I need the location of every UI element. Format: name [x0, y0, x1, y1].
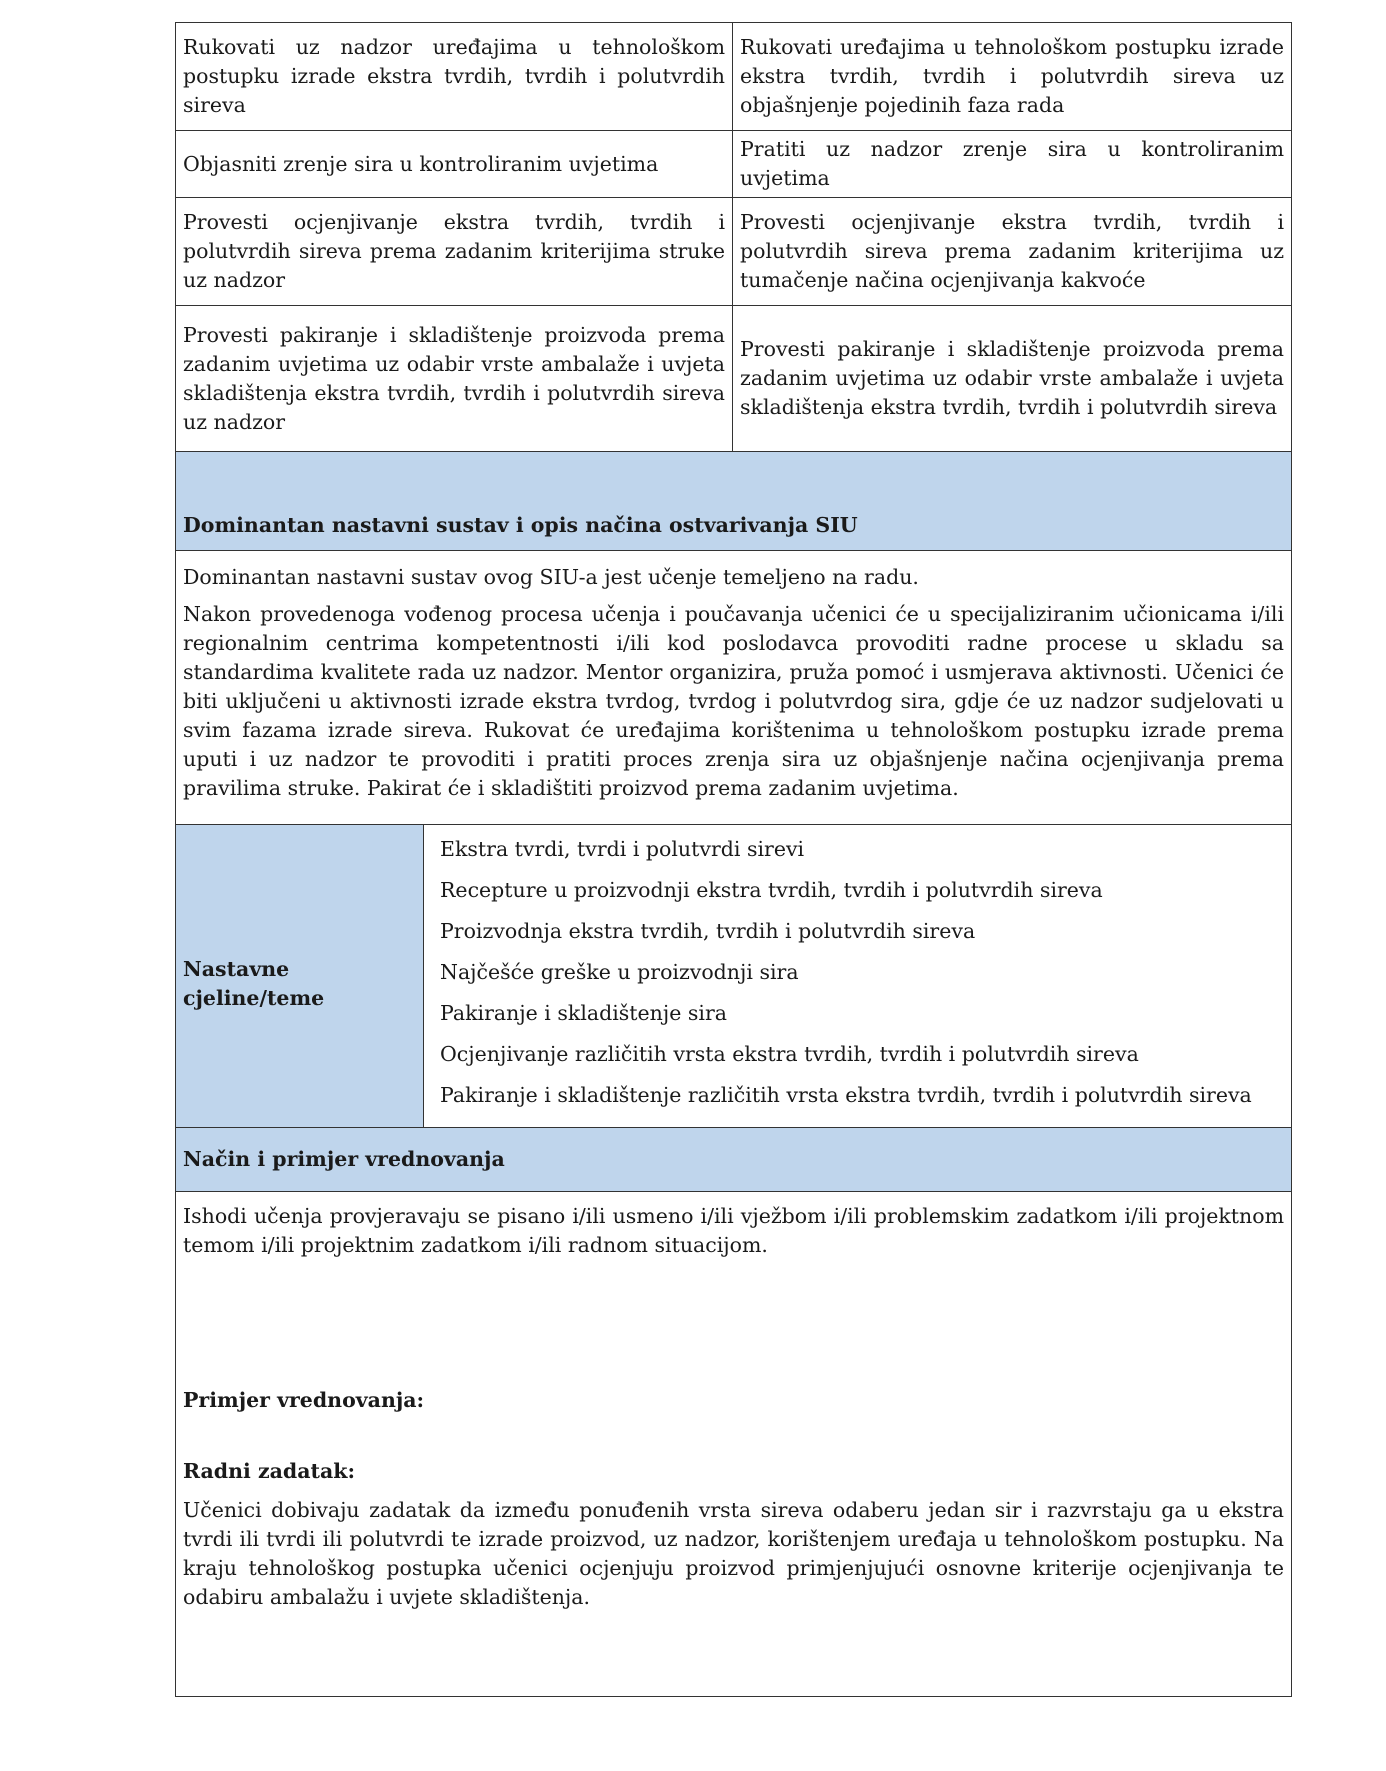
outcome-right-cell: Pratiti uz nadzor zrenje sira u kontroliranim uvjetima: [733, 131, 1292, 198]
topic-item: Ocjenjivanje različitih vrsta ekstra tvrdih, tvrdih i polutvrdih sireva: [440, 1042, 1139, 1066]
evaluation-intro: Ishodi učenja provjeravaju se pisano i/ili usmeno i/ili vježbom i/ili problemskim zadatkom i/ili projektnom temom i/ili projektnim zadatkom i/ili radnom situacijom.: [183, 1204, 1285, 1257]
dominant-description-cell: [176, 551, 1292, 825]
evaluation-heading: Način i primjer vrednovanja: [176, 1128, 1292, 1192]
evaluation-content-cell: [176, 1192, 1292, 1697]
evaluation-task-label: Radni zadatak:: [183, 1459, 356, 1483]
dominant-description-row: [176, 551, 1292, 825]
dominant-paragraph-2: Nakon provedenoga vođenog procesa učenja i poučavanja učenici će u specijaliziranim učionicama i/ili regionalnim centrima kompetentnosti i/ili kod poslodavca provoditi radne procese u skladu sa standardima kvalitete rada uz nadzor. Mentor organizira, pruža pomoć i usmjerava aktivnosti. Učenici će biti uključeni u aktivnosti izrade ekstra tvrdog, tvrdog i polutvrdog sira, gdje će uz nadzor sudjelovati u svim fazama izrade sireva. Rukovat će uređajima korištenima u tehnološkom postupku izrade prema uputi i uz nadzor te provoditi i pratiti proces zrenja sira uz objašnjenje načina ocjenjivanja prema pravilima struke. Pakirat će i skladištiti proizvod prema zadanim uvjetima.: [183, 602, 1285, 800]
topic-item: Recepture u proizvodnji ekstra tvrdih, tvrdih i polutvrdih sireva: [440, 878, 1103, 902]
topic-item: Pakiranje i skladištenje različitih vrsta ekstra tvrdih, tvrdih i polutvrdih sireva: [440, 1083, 1252, 1107]
topics-label: Nastavne cjeline/teme: [176, 825, 424, 1128]
outcome-right-cell: Provesti pakiranje i skladištenje proizvoda prema zadanim uvjetima uz odabir vrste ambalaže i uvjeta skladištenja ekstra tvrdih, tvrdih i polutvrdih sireva: [733, 306, 1292, 452]
topic-item: Ekstra tvrdi, tvrdi i polutvrdi sirevi: [440, 837, 805, 861]
evaluation-content-row: [176, 1192, 1292, 1697]
dominant-heading-row: [176, 452, 1292, 551]
dominant-heading: Dominantan nastavni sustav i opis načina ostvarivanja SIU: [176, 452, 1292, 551]
curriculum-table: [175, 22, 1292, 1697]
outcome-row: [176, 131, 1292, 198]
outcome-left-cell: Objasniti zrenje sira u kontroliranim uvjetima: [176, 131, 733, 198]
topics-list: [440, 835, 1284, 1110]
outcome-left-cell: Rukovati uz nadzor uređajima u tehnološkom postupku izrade ekstra tvrdih, tvrdih i polutvrdih sireva: [176, 23, 733, 131]
outcome-right-cell: Rukovati uređajima u tehnološkom postupku izrade ekstra tvrdih, tvrdih i polutvrdih sireva uz objašnjenje pojedinih faza rada: [733, 23, 1292, 131]
topic-item: Najčešće greške u proizvodnji sira: [440, 960, 799, 984]
topics-cell: [424, 825, 1292, 1128]
topic-item: Proizvodnja ekstra tvrdih, tvrdih i polutvrdih sireva: [440, 919, 976, 943]
evaluation-task-text: Učenici dobivaju zadatak da između ponuđenih vrsta sireva odaberu jedan sir i razvrstaju ga u ekstra tvrdi ili tvrdi ili polutvrdi te izrade proizvod, uz nadzor, korištenjem uređaja u tehnološkom postupku. Na kraju tehnološkog postupka učenici ocjenjuju proizvod primjenjujući osnovne kriterije ocjenjivanja te odabiru ambalažu i uvjete skladištenja.: [183, 1498, 1285, 1609]
topic-item: Pakiranje i skladištenje sira: [440, 1001, 727, 1025]
topics-row: [176, 825, 1292, 1128]
dominant-paragraph-1: Dominantan nastavni sustav ovog SIU-a jest učenje temeljeno na radu.: [183, 565, 919, 589]
outcome-right-cell: Provesti ocjenjivanje ekstra tvrdih, tvrdih i polutvrdih sireva prema zadanim kriterijima uz tumačenje načina ocjenjivanja kakvoće: [733, 198, 1292, 306]
outcome-row: [176, 306, 1292, 452]
outcome-left-cell: Provesti pakiranje i skladištenje proizvoda prema zadanim uvjetima uz odabir vrste ambalaže i uvjeta skladištenja ekstra tvrdih, tvrdih i polutvrdih sireva uz nadzor: [176, 306, 733, 452]
outcome-row: [176, 198, 1292, 306]
document-page: [175, 22, 1291, 1697]
outcome-row: [176, 23, 1292, 131]
evaluation-example-label: Primjer vrednovanja:: [183, 1388, 425, 1412]
outcome-left-cell: Provesti ocjenjivanje ekstra tvrdih, tvrdih i polutvrdih sireva prema zadanim kriterijima struke uz nadzor: [176, 198, 733, 306]
evaluation-heading-row: [176, 1128, 1292, 1192]
